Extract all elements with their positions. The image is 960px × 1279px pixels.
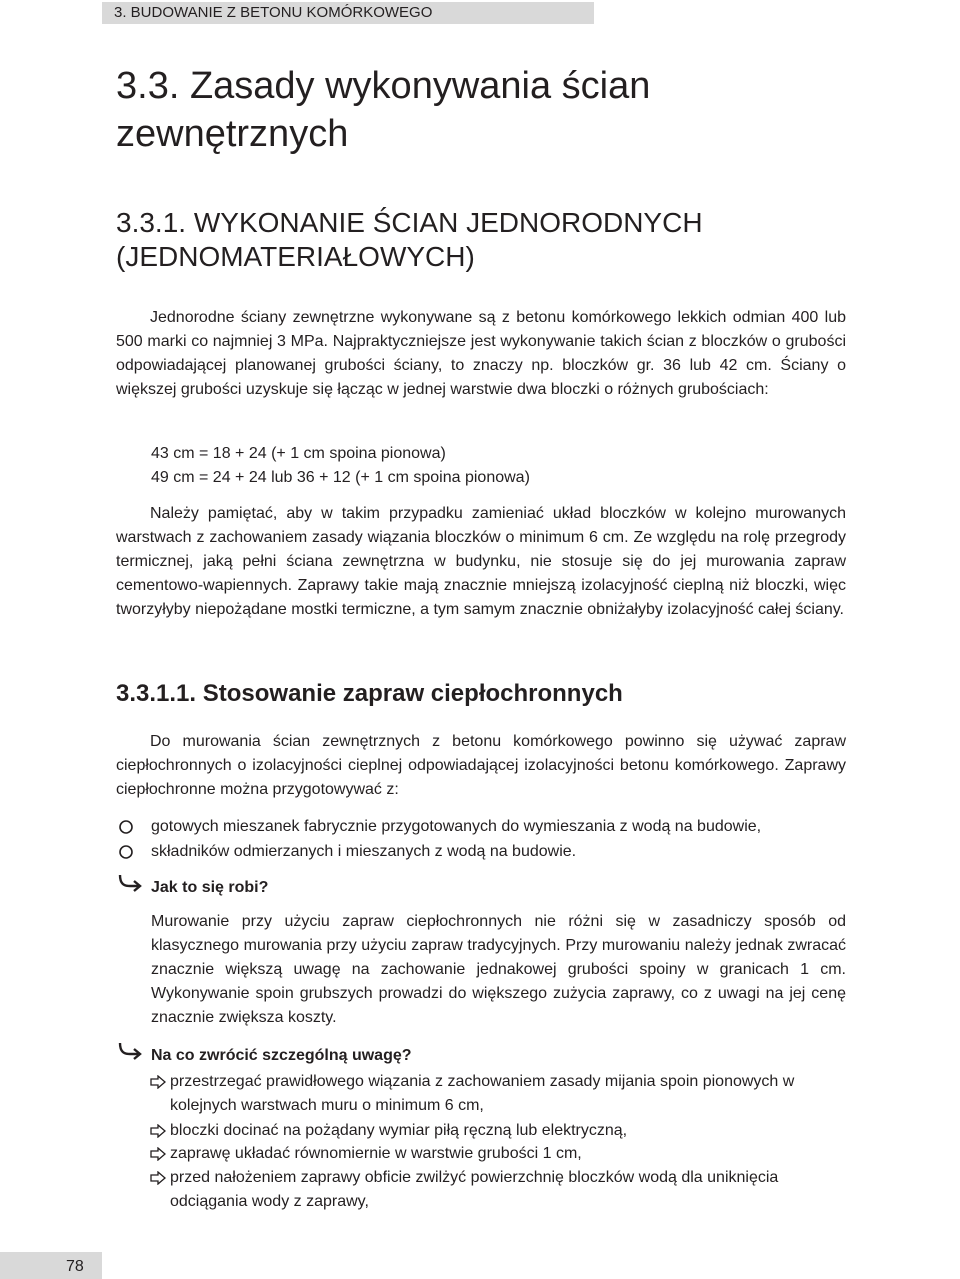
section-title-line-2: zewnętrznych	[116, 113, 349, 155]
attention-item	[150, 1070, 850, 1118]
formula-2: 49 cm = 24 + 24 lub 36 + 12 (+ 1 cm spoina pionowa)	[151, 469, 530, 486]
attention-item-text: przed nałożeniem zaprawy obficie zwilżyć powierzchnię bloczków wodą dla uniknięcia odciągania wody z zaprawy,	[170, 1169, 779, 1210]
subsection-title-line-1: 3.3.1. WYKONANIE ŚCIAN JEDNORODNYCH	[116, 207, 703, 238]
attention-item	[150, 1119, 850, 1143]
attention-heading: Na co zwrócić szczególną uwagę?	[151, 1047, 412, 1064]
option-text: gotowych mieszanek fabrycznie przygotowanych do wymieszania z wodą na budowie,	[151, 818, 762, 835]
formula-1: 43 cm = 18 + 24 (+ 1 cm spoina pionowa)	[151, 445, 446, 462]
option-text: składników odmierzanych i mieszanych z wodą na budowie.	[151, 843, 577, 860]
howto-heading: Jak to się robi?	[151, 879, 269, 896]
howto-text: Murowanie przy użyciu zapraw ciepłochronnych nie różni się w zasadniczy sposób od klasycznego murowania przy użyciu zapraw tradycyjnych. Przy murowaniu należy jednak zwracać znacznie większą uwagę na zachowanie jednakowej grubości spoiny w granicach 1 cm. Wykonywanie spoin grubszych prowadzi do większego zużycia zaprawy, co z uwagi na jej cenę znacznie zwiększa koszty.	[151, 913, 846, 1026]
subsection-title	[116, 206, 876, 274]
attention-item	[150, 1166, 850, 1214]
hollow-right-arrow-icon	[150, 1070, 170, 1097]
intro-paragraph: Jednorodne ściany zewnętrzne wykonywane są z betonu komórkowego lekkich odmian 400 lub 500 marki co najmniej 3 MPa. Najpraktyczniejsze jest wykonywanie takich ścian z bloczków o grubości odpowiadającej planowanej grubości ściany, to znaczy np. bloczków gr. 36 lub 42 cm. Ściany o większej grubości uzyskuje się łącząc w jednej warstwie dwa bloczki o różnych grubościach:	[116, 309, 846, 398]
attention-item-text: przestrzegać prawidłowego wiązania z zachowaniem zasady mijania spoin pionowych w kolejnych warstwach muru o minimum 6 cm,	[170, 1073, 795, 1114]
hollow-right-arrow-icon	[150, 1166, 170, 1193]
curved-arrow-icon	[118, 1040, 144, 1065]
circle-outline-icon	[116, 815, 136, 843]
running-header	[102, 2, 594, 24]
curved-arrow-icon	[118, 872, 144, 897]
section-title	[116, 62, 876, 158]
attention-item-text: zaprawę układać równomiernie w warstwie grubości 1 cm,	[170, 1145, 582, 1162]
second-paragraph: Należy pamiętać, aby w takim przypadku zamieniać układ bloczków w kolejno murowanych warstwach z zachowaniem zasady wiązania bloczków o minimum 6 cm. Ze względu na rolę przegrody termicznej, jaką pełni ściana zewnętrzna w budynku, nie stosuje się do jej murowania zapraw cementowo-wapiennych. Zaprawy takie mają znacznie mniejszą izolacyjność cieplną niż bloczki, więc tworzyłyby niepożądane mostki termiczne, a tym samym znacznie obniżałyby izolacyjność całej ściany.	[116, 505, 846, 618]
subsection-title-line-2: (JEDNOMATERIAŁOWYCH)	[116, 241, 475, 272]
attention-item-text: bloczki docinać na pożądany wymiar piłą ręczną lub elektryczną,	[170, 1122, 628, 1139]
running-header-title: 3. BUDOWANIE Z BETONU KOMÓRKOWEGO	[114, 4, 433, 21]
section-title-line-1: 3.3. Zasady wykonywania ścian	[116, 65, 651, 107]
page-number: 78	[66, 1258, 84, 1275]
mortar-paragraph: Do murowania ścian zewnętrznych z betonu komórkowego powinno się używać zapraw ciepłochronnych o izolacyjności cieplnej odpowiadającej izolacyjności betonu komórkowego. Zaprawy ciepłochronne można przygotowywać z:	[116, 733, 846, 798]
circle-outline-icon	[116, 840, 136, 868]
subsubsection-title: 3.3.1.1. Stosowanie zapraw ciepłochronnych	[116, 680, 623, 707]
page-number-box	[0, 1252, 102, 1279]
attention-item	[150, 1142, 850, 1166]
hollow-right-arrow-icon	[150, 1142, 170, 1169]
